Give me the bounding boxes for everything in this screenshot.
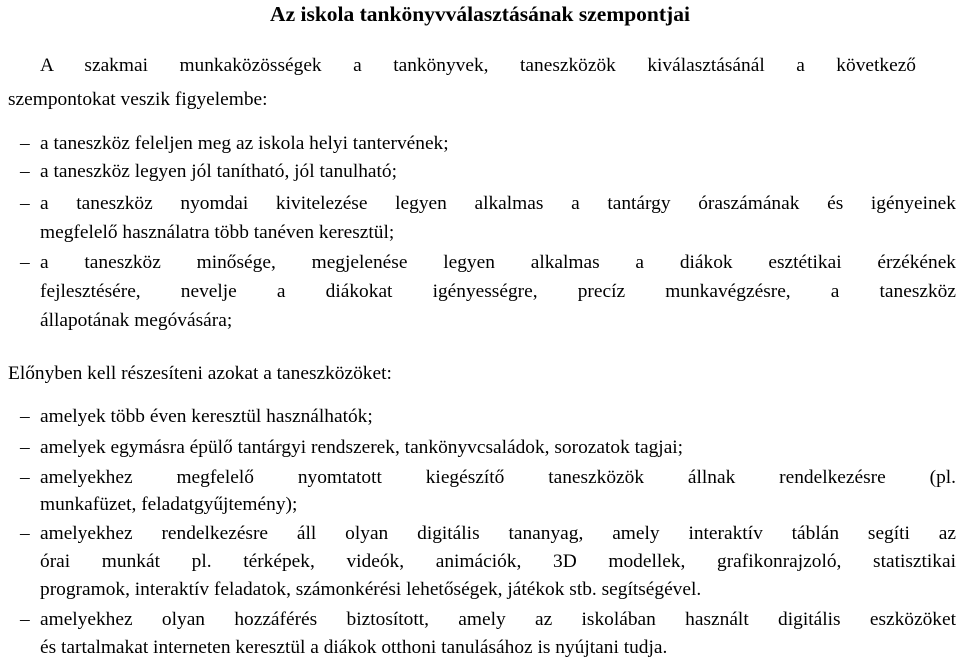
preference-item-2: amelyek egymásra épülő tantárgyi rendszerek, tankönyvcsaládok, sorozatok tagjai;: [40, 437, 684, 458]
preference-item-4-line-3: programok, interaktív feladatok, számonkérési lehetőségek, játékok stb. segítségével.: [40, 579, 702, 600]
list-dash: –: [20, 609, 30, 630]
list-dash: –: [20, 523, 30, 544]
criteria-item-3-line-2: megfelelő használatra több tanéven keresztül;: [40, 222, 395, 243]
preference-heading: Előnyben kell részesíteni azokat a taneszközöket:: [8, 363, 392, 384]
preference-item-3-line-1: amelyekhez megfelelő nyomtatott kiegészítő taneszközök állnak rendelkezésre (pl.: [40, 467, 956, 488]
criteria-item-3-line-1: a taneszköz nyomdai kivitelezése legyen alkalmas a tantárgy óraszámának és igényeinek: [40, 193, 956, 214]
list-dash: –: [20, 133, 30, 154]
preference-item-1: amelyek több éven keresztül használhatók;: [40, 406, 373, 427]
preference-item-5-line-1: amelyekhez olyan hozzáférés biztosított, amely az iskolában használt digitális eszközöket: [40, 609, 956, 630]
preference-item-4-line-1: amelyekhez rendelkezésre áll olyan digitális tananyag, amely interaktív táblán segíti az: [40, 523, 956, 544]
list-dash: –: [20, 467, 30, 488]
criteria-item-4-line-2: fejlesztésére, nevelje a diákokat igényességre, precíz munkavégzésre, a taneszköz: [40, 281, 956, 302]
list-dash: –: [20, 252, 30, 273]
criteria-item-4-line-1: a taneszköz minősége, megjelenése legyen alkalmas a diákok esztétikai érzékének: [40, 252, 956, 273]
list-dash: –: [20, 406, 30, 427]
intro-line-2: szempontokat veszik figyelembe:: [8, 89, 268, 110]
criteria-item-1: a taneszköz feleljen meg az iskola helyi tantervének;: [40, 133, 449, 154]
list-dash: –: [20, 161, 30, 182]
list-dash: –: [20, 437, 30, 458]
intro-line-1: A szakmai munkaközösségek a tankönyvek, taneszközök kiválasztásánál a következő: [40, 55, 916, 76]
preference-item-4-line-2: órai munkát pl. térképek, videók, animációk, 3D modellek, grafikonrajzoló, statisztikai: [40, 551, 956, 572]
criteria-item-4-line-3: állapotának megóvására;: [40, 310, 233, 331]
preference-item-5-line-2: és tartalmakat interneten keresztül a diákok otthoni tanulásához is nyújtani tudja.: [40, 637, 668, 658]
document-title: Az iskola tankönyvválasztásának szempontjai: [270, 2, 690, 26]
preference-item-3-line-2: munkafüzet, feladatgyűjtemény);: [40, 494, 298, 515]
criteria-item-2: a taneszköz legyen jól tanítható, jól tanulható;: [40, 161, 398, 182]
list-dash: –: [20, 193, 30, 214]
